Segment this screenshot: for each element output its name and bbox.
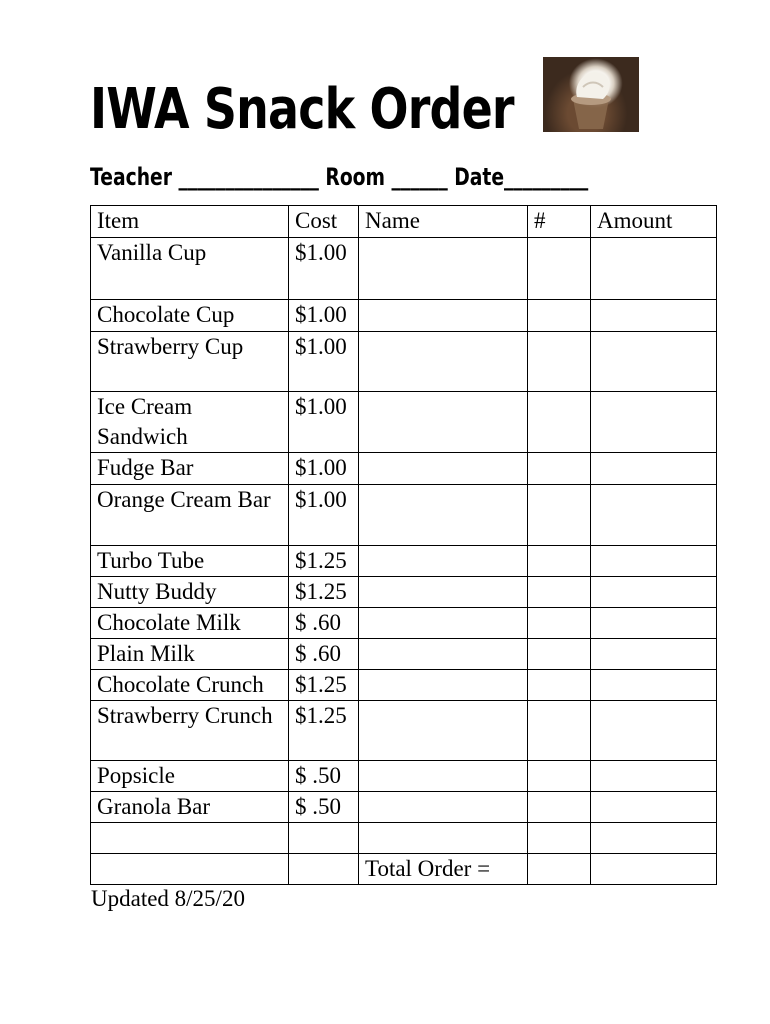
name-entry-cell[interactable] xyxy=(359,300,528,332)
table-row xyxy=(91,761,717,792)
blank-cost-cell[interactable] xyxy=(289,823,359,854)
name-entry-cell[interactable] xyxy=(359,577,528,608)
table-row xyxy=(91,608,717,639)
count-entry-cell[interactable] xyxy=(528,238,591,300)
header-item: Item xyxy=(91,206,289,238)
cost-cell: $1.00 xyxy=(289,392,359,453)
blank-cost-cell xyxy=(289,854,359,885)
cost-cell: $1.25 xyxy=(289,670,359,701)
table-row xyxy=(91,792,717,823)
name-entry-cell[interactable] xyxy=(359,701,528,761)
teacher-room-date-line: Teacher _______________ Room ______ Date_________ xyxy=(90,163,589,191)
cost-cell: $ .50 xyxy=(289,761,359,792)
blank-item-cell[interactable] xyxy=(91,823,289,854)
count-entry-cell[interactable] xyxy=(528,392,591,453)
item-cell: Chocolate Cup xyxy=(91,300,289,332)
item-cell: Vanilla Cup xyxy=(91,238,289,300)
name-entry-cell[interactable] xyxy=(359,670,528,701)
count-entry-cell[interactable] xyxy=(528,670,591,701)
amount-entry-cell[interactable] xyxy=(591,392,717,453)
amount-entry-cell[interactable] xyxy=(591,546,717,577)
table-row xyxy=(91,332,717,392)
item-cell: Fudge Bar xyxy=(91,453,289,485)
amount-entry-cell[interactable] xyxy=(591,823,717,854)
name-entry-cell[interactable] xyxy=(359,392,528,453)
page-title: IWA Snack Order xyxy=(90,77,514,142)
total-amount-cell[interactable] xyxy=(591,854,717,885)
amount-entry-cell[interactable] xyxy=(591,761,717,792)
amount-entry-cell[interactable] xyxy=(591,485,717,546)
amount-entry-cell[interactable] xyxy=(591,701,717,761)
amount-entry-cell[interactable] xyxy=(591,792,717,823)
amount-entry-cell[interactable] xyxy=(591,639,717,670)
cost-cell: $1.00 xyxy=(289,485,359,546)
cost-cell: $1.25 xyxy=(289,546,359,577)
cost-cell: $1.00 xyxy=(289,453,359,485)
table-row xyxy=(91,238,717,300)
total-count-cell[interactable] xyxy=(528,854,591,885)
updated-date: Updated 8/25/20 xyxy=(91,886,245,911)
total-row xyxy=(91,854,717,885)
snack-order-table xyxy=(90,205,717,885)
table-row xyxy=(91,577,717,608)
amount-entry-cell[interactable] xyxy=(591,670,717,701)
amount-entry-cell[interactable] xyxy=(591,238,717,300)
amount-entry-cell[interactable] xyxy=(591,453,717,485)
total-order-label: Total Order = xyxy=(359,854,528,885)
name-entry-cell[interactable] xyxy=(359,792,528,823)
header-count: # xyxy=(528,206,591,238)
item-cell: Granola Bar xyxy=(91,792,289,823)
name-entry-cell[interactable] xyxy=(359,546,528,577)
blank-row xyxy=(91,823,717,854)
name-entry-cell[interactable] xyxy=(359,332,528,392)
cost-cell: $1.25 xyxy=(289,701,359,761)
item-cell: Strawberry Cup xyxy=(91,332,289,392)
cost-cell: $ .50 xyxy=(289,792,359,823)
name-entry-cell[interactable] xyxy=(359,485,528,546)
item-cell: Popsicle xyxy=(91,761,289,792)
amount-entry-cell[interactable] xyxy=(591,332,717,392)
cost-cell: $1.25 xyxy=(289,577,359,608)
item-cell: Orange Cream Bar xyxy=(91,485,289,546)
name-entry-cell[interactable] xyxy=(359,453,528,485)
name-entry-cell[interactable] xyxy=(359,238,528,300)
count-entry-cell[interactable] xyxy=(528,608,591,639)
count-entry-cell[interactable] xyxy=(528,761,591,792)
count-entry-cell[interactable] xyxy=(528,792,591,823)
count-entry-cell[interactable] xyxy=(528,453,591,485)
cost-cell: $1.00 xyxy=(289,300,359,332)
table-row xyxy=(91,639,717,670)
name-entry-cell[interactable] xyxy=(359,608,528,639)
count-entry-cell[interactable] xyxy=(528,639,591,670)
table-header-row xyxy=(91,206,717,238)
table-row xyxy=(91,300,717,332)
item-cell: Turbo Tube xyxy=(91,546,289,577)
header-amount: Amount xyxy=(591,206,717,238)
table-row xyxy=(91,546,717,577)
table-row xyxy=(91,453,717,485)
amount-entry-cell[interactable] xyxy=(591,300,717,332)
header-cost: Cost xyxy=(289,206,359,238)
table-row xyxy=(91,485,717,546)
count-entry-cell[interactable] xyxy=(528,300,591,332)
name-entry-cell[interactable] xyxy=(359,823,528,854)
blank-item-cell xyxy=(91,854,289,885)
header-name: Name xyxy=(359,206,528,238)
ice-cream-cup-photo xyxy=(543,57,639,132)
table-row xyxy=(91,670,717,701)
count-entry-cell[interactable] xyxy=(528,823,591,854)
cost-cell: $ .60 xyxy=(289,608,359,639)
count-entry-cell[interactable] xyxy=(528,546,591,577)
count-entry-cell[interactable] xyxy=(528,701,591,761)
item-cell: Chocolate Milk xyxy=(91,608,289,639)
count-entry-cell[interactable] xyxy=(528,485,591,546)
item-cell: Chocolate Crunch xyxy=(91,670,289,701)
table-row xyxy=(91,392,717,453)
table-row xyxy=(91,701,717,761)
cost-cell: $ .60 xyxy=(289,639,359,670)
name-entry-cell[interactable] xyxy=(359,761,528,792)
name-entry-cell[interactable] xyxy=(359,639,528,670)
item-cell: Plain Milk xyxy=(91,639,289,670)
cost-cell: $1.00 xyxy=(289,238,359,300)
cost-cell: $1.00 xyxy=(289,332,359,392)
item-cell: Strawberry Crunch xyxy=(91,701,289,761)
item-cell: Ice Cream Sandwich xyxy=(91,392,289,453)
amount-entry-cell[interactable] xyxy=(591,608,717,639)
count-entry-cell[interactable] xyxy=(528,332,591,392)
count-entry-cell[interactable] xyxy=(528,577,591,608)
amount-entry-cell[interactable] xyxy=(591,577,717,608)
item-cell: Nutty Buddy xyxy=(91,577,289,608)
